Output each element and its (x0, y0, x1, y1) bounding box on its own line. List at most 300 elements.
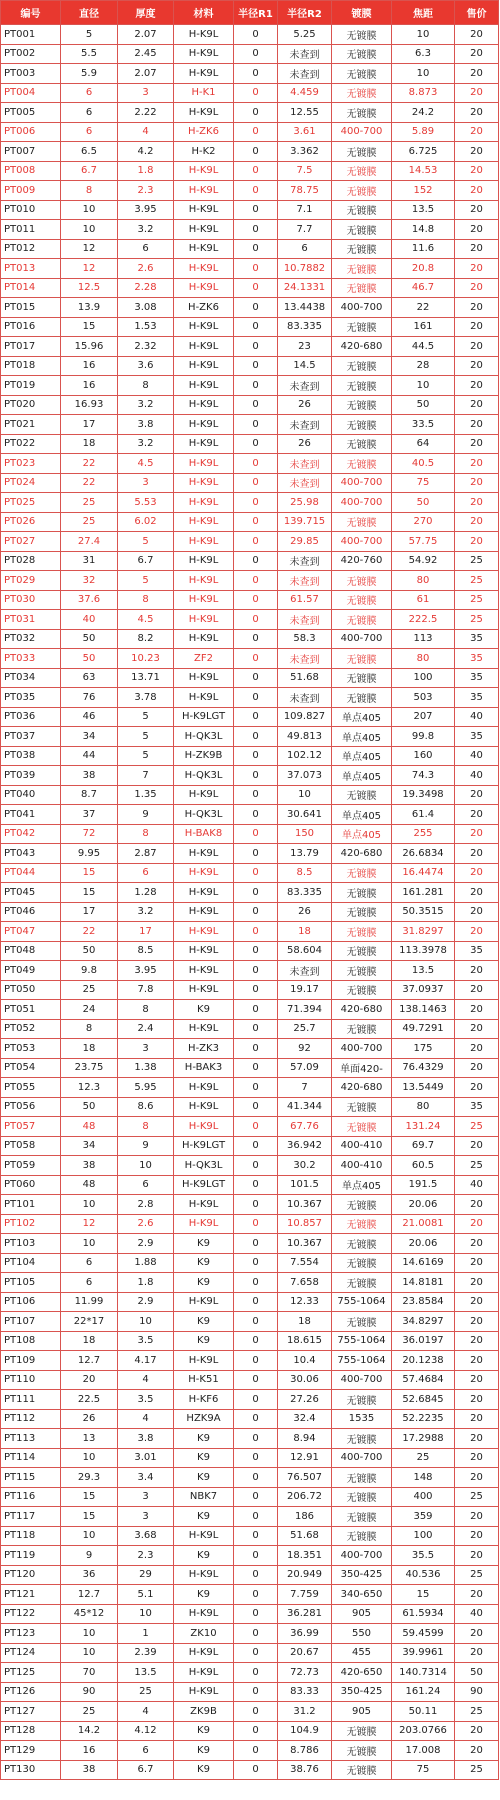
cell-focal-length: 40.536 (392, 1565, 455, 1585)
cell-material: H-QK3L (174, 727, 234, 747)
cell-price: 40 (455, 766, 499, 786)
table-row (1, 863, 499, 883)
cell-radius-r1: 0 (234, 629, 278, 649)
cell-price: 20 (455, 1058, 499, 1078)
cell-id: PT001 (1, 25, 61, 45)
cell-radius-r1: 0 (234, 259, 278, 279)
cell-radius-r2: 32.4 (278, 1409, 332, 1429)
cell-coating: 420-680 (332, 337, 392, 357)
cell-material: H-K9L (174, 103, 234, 123)
cell-thickness: 2.28 (118, 278, 174, 298)
cell-focal-length: 61 (392, 590, 455, 610)
table-row (1, 1292, 499, 1312)
cell-radius-r2: 72.73 (278, 1663, 332, 1683)
cell-focal-length: 34.8297 (392, 1312, 455, 1332)
cell-id: PT015 (1, 298, 61, 318)
cell-material: H-ZK6 (174, 298, 234, 318)
cell-coating: 无镀膜 (332, 317, 392, 337)
cell-price: 20 (455, 317, 499, 337)
cell-price: 20 (455, 844, 499, 864)
cell-radius-r1: 0 (234, 298, 278, 318)
cell-material: K9 (174, 1429, 234, 1449)
col-header-id: 编号 (1, 1, 61, 25)
cell-material: H-K9L (174, 629, 234, 649)
cell-thickness: 1.8 (118, 1273, 174, 1293)
cell-coating: 1535 (332, 1409, 392, 1429)
cell-coating: 420-680 (332, 844, 392, 864)
cell-radius-r1: 0 (234, 317, 278, 337)
table-row (1, 1234, 499, 1254)
cell-coating: 无镀膜 (332, 1097, 392, 1117)
cell-price: 20 (455, 1078, 499, 1098)
cell-coating: 340-650 (332, 1585, 392, 1605)
cell-thickness: 2.07 (118, 64, 174, 84)
table-row (1, 122, 499, 142)
cell-id: PT060 (1, 1175, 61, 1195)
cell-radius-r1: 0 (234, 902, 278, 922)
cell-id: PT127 (1, 1702, 61, 1722)
cell-thickness: 29 (118, 1565, 174, 1585)
cell-radius-r1: 0 (234, 1390, 278, 1410)
cell-radius-r2: 25.98 (278, 493, 332, 513)
cell-coating: 400-700 (332, 473, 392, 493)
cell-thickness: 2.9 (118, 1292, 174, 1312)
cell-radius-r1: 0 (234, 220, 278, 240)
table-row (1, 200, 499, 220)
table-row (1, 44, 499, 64)
cell-radius-r2: 10.367 (278, 1195, 332, 1215)
cell-coating: 400-700 (332, 629, 392, 649)
table-row (1, 161, 499, 181)
cell-focal-length: 75 (392, 1760, 455, 1780)
cell-price: 20 (455, 1312, 499, 1332)
cell-diameter: 6.7 (61, 161, 118, 181)
cell-id: PT128 (1, 1721, 61, 1741)
cell-price: 20 (455, 454, 499, 474)
cell-id: PT003 (1, 64, 61, 84)
cell-coating: 400-700 (332, 1546, 392, 1566)
cell-radius-r1: 0 (234, 1195, 278, 1215)
cell-radius-r1: 0 (234, 688, 278, 708)
cell-thickness: 2.39 (118, 1643, 174, 1663)
cell-diameter: 12 (61, 259, 118, 279)
cell-focal-length: 148 (392, 1468, 455, 1488)
table-row (1, 1643, 499, 1663)
cell-radius-r1: 0 (234, 1546, 278, 1566)
cell-radius-r1: 0 (234, 278, 278, 298)
cell-thickness: 5 (118, 727, 174, 747)
cell-diameter: 38 (61, 1760, 118, 1780)
table-row (1, 1370, 499, 1390)
cell-thickness: 3 (118, 1487, 174, 1507)
cell-id: PT114 (1, 1448, 61, 1468)
cell-price: 20 (455, 1390, 499, 1410)
cell-focal-length: 60.5 (392, 1156, 455, 1176)
cell-price: 20 (455, 493, 499, 513)
table-row (1, 1663, 499, 1683)
cell-radius-r1: 0 (234, 1721, 278, 1741)
col-header-focal-length: 焦距 (392, 1, 455, 25)
cell-focal-length: 222.5 (392, 610, 455, 630)
cell-thickness: 8.2 (118, 629, 174, 649)
cell-diameter: 45*12 (61, 1604, 118, 1624)
cell-coating: 单点405 (332, 766, 392, 786)
table-row (1, 980, 499, 1000)
table-row (1, 1156, 499, 1176)
cell-radius-r1: 0 (234, 571, 278, 591)
cell-radius-r2: 13.4438 (278, 298, 332, 318)
cell-radius-r1: 0 (234, 980, 278, 1000)
cell-radius-r1: 0 (234, 1565, 278, 1585)
cell-radius-r2: 30.06 (278, 1370, 332, 1390)
cell-radius-r2: 8.5 (278, 863, 332, 883)
cell-radius-r2: 36.99 (278, 1624, 332, 1644)
cell-diameter: 27.4 (61, 532, 118, 552)
cell-radius-r1: 0 (234, 1741, 278, 1761)
cell-radius-r1: 0 (234, 863, 278, 883)
cell-radius-r1: 0 (234, 1624, 278, 1644)
table-row (1, 1741, 499, 1761)
cell-diameter: 15.96 (61, 337, 118, 357)
cell-coating: 无镀膜 (332, 922, 392, 942)
cell-diameter: 25 (61, 980, 118, 1000)
cell-material: H-K9L (174, 161, 234, 181)
cell-material: H-K9LGT (174, 1175, 234, 1195)
cell-diameter: 22 (61, 922, 118, 942)
cell-thickness: 17 (118, 922, 174, 942)
cell-radius-r1: 0 (234, 1000, 278, 1020)
cell-radius-r1: 0 (234, 64, 278, 84)
table-row (1, 493, 499, 513)
cell-radius-r2: 未查到 (278, 415, 332, 435)
cell-radius-r2: 27.26 (278, 1390, 332, 1410)
table-row (1, 941, 499, 961)
table-row (1, 590, 499, 610)
cell-material: HZK9A (174, 1409, 234, 1429)
cell-thickness: 10 (118, 1156, 174, 1176)
cell-focal-length: 16.4474 (392, 863, 455, 883)
cell-coating: 无镀膜 (332, 376, 392, 396)
cell-radius-r2: 23 (278, 337, 332, 357)
cell-id: PT058 (1, 1136, 61, 1156)
cell-diameter: 46 (61, 707, 118, 727)
cell-thickness: 9 (118, 805, 174, 825)
cell-radius-r2: 未查到 (278, 473, 332, 493)
cell-id: PT018 (1, 356, 61, 376)
cell-focal-length: 140.7314 (392, 1663, 455, 1683)
cell-thickness: 8 (118, 376, 174, 396)
cell-diameter: 15 (61, 883, 118, 903)
cell-radius-r2: 3.61 (278, 122, 332, 142)
cell-material: K9 (174, 1546, 234, 1566)
cell-id: PT042 (1, 824, 61, 844)
cell-thickness: 5.53 (118, 493, 174, 513)
table-row (1, 1546, 499, 1566)
cell-radius-r1: 0 (234, 454, 278, 474)
cell-radius-r2: 3.362 (278, 142, 332, 162)
table-row (1, 1136, 499, 1156)
table-row (1, 883, 499, 903)
cell-coating: 550 (332, 1624, 392, 1644)
cell-radius-r1: 0 (234, 200, 278, 220)
cell-radius-r1: 0 (234, 337, 278, 357)
cell-material: H-K9L (174, 1117, 234, 1137)
cell-id: PT033 (1, 649, 61, 669)
cell-radius-r2: 12.55 (278, 103, 332, 123)
table-row (1, 1039, 499, 1059)
cell-material: H-K9L (174, 64, 234, 84)
cell-id: PT122 (1, 1604, 61, 1624)
cell-focal-length: 49.7291 (392, 1019, 455, 1039)
cell-id: PT109 (1, 1351, 61, 1371)
cell-focal-length: 15 (392, 1585, 455, 1605)
cell-price: 25 (455, 1117, 499, 1137)
cell-price: 20 (455, 805, 499, 825)
cell-id: PT108 (1, 1331, 61, 1351)
cell-focal-length: 19.3498 (392, 785, 455, 805)
cell-price: 25 (455, 551, 499, 571)
cell-radius-r1: 0 (234, 766, 278, 786)
cell-focal-length: 161.24 (392, 1682, 455, 1702)
cell-diameter: 48 (61, 1175, 118, 1195)
cell-radius-r2: 29.85 (278, 532, 332, 552)
cell-diameter: 15 (61, 863, 118, 883)
cell-radius-r1: 0 (234, 1448, 278, 1468)
cell-thickness: 9 (118, 1136, 174, 1156)
cell-id: PT056 (1, 1097, 61, 1117)
table-row (1, 298, 499, 318)
cell-price: 20 (455, 922, 499, 942)
cell-id: PT004 (1, 83, 61, 103)
cell-id: PT009 (1, 181, 61, 201)
cell-price: 20 (455, 1351, 499, 1371)
table-row (1, 1702, 499, 1722)
cell-diameter: 17 (61, 415, 118, 435)
table-row (1, 532, 499, 552)
cell-price: 20 (455, 122, 499, 142)
cell-material: H-ZK9B (174, 746, 234, 766)
cell-price: 35 (455, 941, 499, 961)
cell-coating: 400-700 (332, 298, 392, 318)
cell-focal-length: 113 (392, 629, 455, 649)
cell-coating: 无镀膜 (332, 142, 392, 162)
cell-radius-r1: 0 (234, 941, 278, 961)
cell-focal-length: 69.7 (392, 1136, 455, 1156)
cell-radius-r1: 0 (234, 1117, 278, 1137)
cell-focal-length: 61.5934 (392, 1604, 455, 1624)
cell-coating: 400-410 (332, 1136, 392, 1156)
cell-id: PT031 (1, 610, 61, 630)
cell-radius-r2: 139.715 (278, 512, 332, 532)
cell-radius-r1: 0 (234, 25, 278, 45)
cell-id: PT120 (1, 1565, 61, 1585)
cell-material: K9 (174, 1741, 234, 1761)
cell-coating: 单点405 (332, 824, 392, 844)
cell-price: 35 (455, 629, 499, 649)
cell-coating: 无镀膜 (332, 1390, 392, 1410)
cell-material: H-K9L (174, 1078, 234, 1098)
cell-price: 20 (455, 161, 499, 181)
cell-focal-length: 54.92 (392, 551, 455, 571)
cell-thickness: 3.01 (118, 1448, 174, 1468)
cell-thickness: 2.8 (118, 1195, 174, 1215)
cell-price: 20 (455, 1741, 499, 1761)
cell-radius-r2: 未查到 (278, 610, 332, 630)
cell-radius-r2: 36.942 (278, 1136, 332, 1156)
table-row (1, 1195, 499, 1215)
cell-radius-r1: 0 (234, 1429, 278, 1449)
cell-diameter: 18 (61, 434, 118, 454)
cell-radius-r2: 7.554 (278, 1253, 332, 1273)
cell-radius-r2: 31.2 (278, 1702, 332, 1722)
cell-radius-r2: 26 (278, 395, 332, 415)
table-row (1, 142, 499, 162)
cell-thickness: 1.35 (118, 785, 174, 805)
cell-diameter: 50 (61, 1097, 118, 1117)
cell-coating: 400-410 (332, 1156, 392, 1176)
cell-diameter: 13 (61, 1429, 118, 1449)
cell-radius-r2: 未查到 (278, 44, 332, 64)
cell-focal-length: 10 (392, 64, 455, 84)
cell-focal-length: 23.8584 (392, 1292, 455, 1312)
cell-diameter: 48 (61, 1117, 118, 1137)
cell-radius-r1: 0 (234, 1682, 278, 1702)
cell-coating: 905 (332, 1702, 392, 1722)
cell-thickness: 3.4 (118, 1468, 174, 1488)
cell-diameter: 15 (61, 317, 118, 337)
cell-radius-r1: 0 (234, 1214, 278, 1234)
cell-coating: 无镀膜 (332, 415, 392, 435)
cell-material: H-K9L (174, 395, 234, 415)
cell-id: PT038 (1, 746, 61, 766)
cell-id: PT052 (1, 1019, 61, 1039)
cell-coating: 420-650 (332, 1663, 392, 1683)
table-row (1, 1097, 499, 1117)
table-row (1, 902, 499, 922)
cell-id: PT050 (1, 980, 61, 1000)
cell-diameter: 10 (61, 200, 118, 220)
col-header-material: 材料 (174, 1, 234, 25)
cell-thickness: 8 (118, 1117, 174, 1137)
cell-thickness: 1.28 (118, 883, 174, 903)
cell-diameter: 10 (61, 220, 118, 240)
cell-coating: 无镀膜 (332, 278, 392, 298)
table-row (1, 1058, 499, 1078)
cell-price: 20 (455, 1000, 499, 1020)
cell-radius-r1: 0 (234, 239, 278, 259)
table-row (1, 1000, 499, 1020)
cell-focal-length: 191.5 (392, 1175, 455, 1195)
cell-id: PT115 (1, 1468, 61, 1488)
cell-price: 20 (455, 1292, 499, 1312)
cell-price: 20 (455, 1585, 499, 1605)
cell-thickness: 3.8 (118, 415, 174, 435)
cell-material: H-KF6 (174, 1390, 234, 1410)
cell-focal-length: 20.8 (392, 259, 455, 279)
cell-id: PT103 (1, 1234, 61, 1254)
cell-diameter: 6 (61, 1253, 118, 1273)
cell-material: H-K1 (174, 83, 234, 103)
cell-diameter: 72 (61, 824, 118, 844)
cell-diameter: 16.93 (61, 395, 118, 415)
table-row (1, 1721, 499, 1741)
cell-radius-r1: 0 (234, 649, 278, 669)
cell-price: 20 (455, 1526, 499, 1546)
cell-id: PT029 (1, 571, 61, 591)
table-row (1, 512, 499, 532)
cell-id: PT011 (1, 220, 61, 240)
cell-focal-length: 33.5 (392, 415, 455, 435)
cell-focal-length: 25 (392, 1448, 455, 1468)
cell-material: H-K9L (174, 668, 234, 688)
cell-coating: 无镀膜 (332, 980, 392, 1000)
cell-id: PT118 (1, 1526, 61, 1546)
cell-id: PT125 (1, 1663, 61, 1683)
cell-coating: 无镀膜 (332, 1019, 392, 1039)
cell-thickness: 4 (118, 1370, 174, 1390)
table-row (1, 1175, 499, 1195)
cell-coating: 无镀膜 (332, 25, 392, 45)
cell-material: H-K9LGT (174, 707, 234, 727)
cell-radius-r1: 0 (234, 1604, 278, 1624)
cell-id: PT129 (1, 1741, 61, 1761)
cell-radius-r2: 18.615 (278, 1331, 332, 1351)
col-header-radius-r1: 半径R1 (234, 1, 278, 25)
cell-coating: 755-1064 (332, 1292, 392, 1312)
cell-radius-r1: 0 (234, 707, 278, 727)
cell-thickness: 7 (118, 766, 174, 786)
table-row (1, 395, 499, 415)
cell-id: PT036 (1, 707, 61, 727)
cell-coating: 无镀膜 (332, 941, 392, 961)
cell-coating: 无镀膜 (332, 103, 392, 123)
cell-thickness: 5 (118, 746, 174, 766)
cell-coating: 无镀膜 (332, 64, 392, 84)
cell-thickness: 3.78 (118, 688, 174, 708)
cell-focal-length: 100 (392, 668, 455, 688)
cell-coating: 无镀膜 (332, 883, 392, 903)
cell-focal-length: 270 (392, 512, 455, 532)
cell-radius-r1: 0 (234, 1643, 278, 1663)
cell-coating: 无镀膜 (332, 239, 392, 259)
cell-coating: 无镀膜 (332, 512, 392, 532)
cell-focal-length: 22 (392, 298, 455, 318)
cell-price: 20 (455, 902, 499, 922)
cell-price: 20 (455, 532, 499, 552)
cell-price: 20 (455, 1468, 499, 1488)
cell-diameter: 14.2 (61, 1721, 118, 1741)
cell-material: K9 (174, 1273, 234, 1293)
cell-price: 20 (455, 44, 499, 64)
cell-radius-r2: 36.281 (278, 1604, 332, 1624)
cell-focal-length: 57.4684 (392, 1370, 455, 1390)
cell-focal-length: 80 (392, 571, 455, 591)
cell-id: PT021 (1, 415, 61, 435)
cell-price: 20 (455, 1370, 499, 1390)
cell-price: 20 (455, 181, 499, 201)
table-row (1, 1604, 499, 1624)
cell-price: 25 (455, 1156, 499, 1176)
cell-material: H-K9L (174, 571, 234, 591)
cell-focal-length: 75 (392, 473, 455, 493)
table-row (1, 824, 499, 844)
cell-material: H-K9L (174, 44, 234, 64)
cell-radius-r1: 0 (234, 1039, 278, 1059)
cell-radius-r1: 0 (234, 1526, 278, 1546)
cell-price: 20 (455, 83, 499, 103)
cell-price: 20 (455, 239, 499, 259)
cell-thickness: 5 (118, 571, 174, 591)
